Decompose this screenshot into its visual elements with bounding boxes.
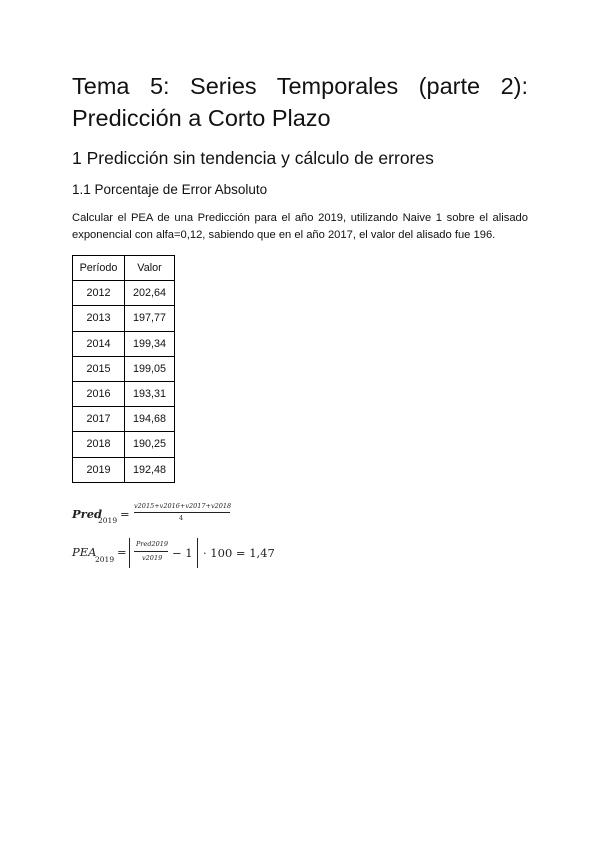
table-cell-value: 202,64: [125, 281, 175, 306]
table-cell-period: 2019: [73, 457, 125, 482]
formula-pred-equals: =: [120, 507, 130, 521]
formula-pea-lhs-sub: 2019: [95, 555, 115, 564]
formula-pred-denominator: 4: [179, 514, 184, 522]
table-row: [73, 381, 175, 406]
table-cell-value: 199,05: [125, 356, 175, 381]
formula-pea-lhs: PEA: [72, 545, 97, 559]
subsection-heading: 1.1 Porcentaje de Error Absoluto: [72, 182, 268, 197]
table-cell-value: 193,31: [125, 381, 175, 406]
table-header-row: [73, 256, 175, 281]
table-cell-period: 2012: [73, 281, 125, 306]
formula-pea-result: · 100 = 1,47: [203, 546, 275, 560]
table-header-value: Valor: [125, 256, 175, 281]
table-cell-period: 2017: [73, 407, 125, 432]
problem-statement: Calcular el PEA de una Predicción para el año 2019, utilizando Naive 1 sobre el alisado exponencial con alfa=0,12, sabiendo que en el año 2017, el valor del alisado fue 196.: [72, 212, 528, 241]
section-heading: 1 Predicción sin tendencia y cálculo de errores: [72, 148, 434, 168]
formula-pea-inner-numerator: Pred2019: [136, 540, 169, 548]
table-cell-period: 2016: [73, 381, 125, 406]
table-cell-period: 2014: [73, 331, 125, 356]
table-cell-value: 190,25: [125, 432, 175, 457]
table-cell-period: 2013: [73, 306, 125, 331]
table-cell-value: 197,77: [125, 306, 175, 331]
table-row: [73, 331, 175, 356]
abs-bar-right: [197, 538, 198, 568]
formula-pred-lhs: Pred: [72, 507, 103, 521]
table-row: [73, 407, 175, 432]
formula-pea-inner-denominator: v2019: [142, 554, 163, 562]
table-cell-value: 194,68: [125, 407, 175, 432]
table-row: [73, 457, 175, 482]
table-cell-period: 2015: [73, 356, 125, 381]
fraction-bar: [134, 551, 168, 552]
table-header-period: Período: [73, 256, 125, 281]
data-table: [72, 255, 175, 483]
table-row: [73, 281, 175, 306]
formula-prediction: [72, 500, 312, 530]
table-row: [73, 432, 175, 457]
table-row: [73, 306, 175, 331]
document-title: Tema 5: Series Temporales (parte 2): Predicción a Corto Plazo: [72, 73, 528, 131]
table-cell-value: 199,34: [125, 331, 175, 356]
formula-pea-equals: =: [117, 545, 127, 559]
table-row: [73, 356, 175, 381]
fraction-bar: [134, 512, 230, 513]
table-cell-value: 192,48: [125, 457, 175, 482]
formula-pea: [72, 538, 312, 568]
table-cell-period: 2018: [73, 432, 125, 457]
formula-pred-lhs-sub: 2019: [98, 516, 118, 525]
formula-pred-numerator: v2015+v2016+v2017+v2018: [134, 502, 232, 510]
formula-pea-minus-one: − 1: [172, 546, 193, 560]
abs-bar-left: [129, 538, 130, 568]
